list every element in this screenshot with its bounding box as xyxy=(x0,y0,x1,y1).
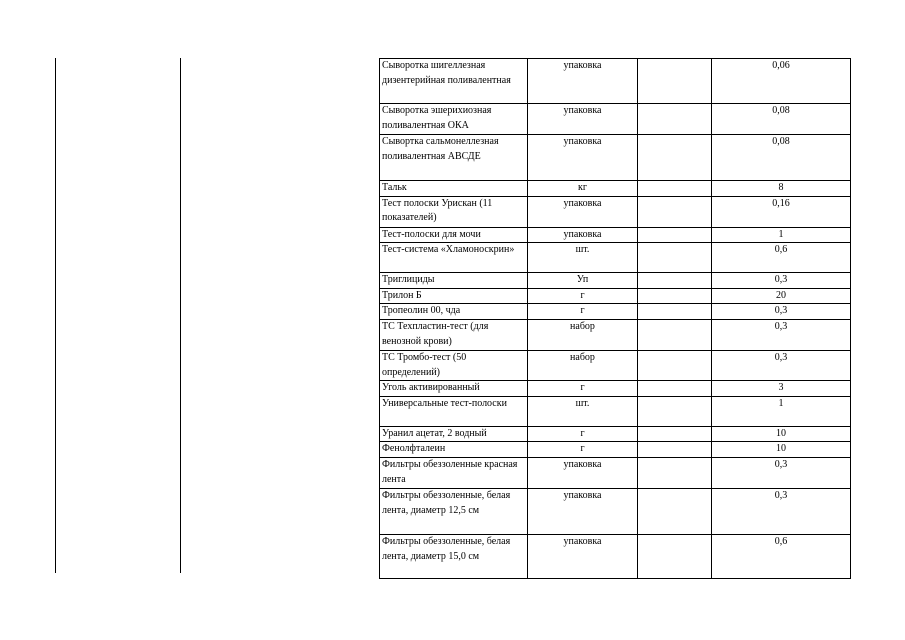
item-name-cell: Уранил ацетат, 2 водный xyxy=(380,426,528,442)
item-name-cell: Сывортка сальмонеллезная поливалентная АВСДЕ xyxy=(380,135,528,181)
quantity-cell: 0,06 xyxy=(712,59,851,104)
quantity-cell: 0,3 xyxy=(712,457,851,488)
quantity-cell: 10 xyxy=(712,442,851,458)
item-name-cell: ТС Техпластин-тест (для венозной крови) xyxy=(380,319,528,350)
quantity-cell: 20 xyxy=(712,288,851,304)
quantity-cell: 0,6 xyxy=(712,243,851,273)
table-row xyxy=(380,304,851,320)
quantity-cell: 1 xyxy=(712,227,851,243)
table-row xyxy=(380,381,851,397)
empty-cell xyxy=(638,181,712,197)
table-row xyxy=(380,59,851,104)
quantity-cell: 0,3 xyxy=(712,273,851,289)
unit-cell: упаковка xyxy=(528,104,638,135)
quantity-cell: 10 xyxy=(712,426,851,442)
item-name-cell: Уголь активированный xyxy=(380,381,528,397)
quantity-cell: 0,3 xyxy=(712,350,851,380)
unit-cell: упаковка xyxy=(528,227,638,243)
table-row xyxy=(380,196,851,227)
unit-cell: г xyxy=(528,426,638,442)
quantity-cell: 8 xyxy=(712,181,851,197)
empty-cell xyxy=(638,59,712,104)
item-name-cell: Фильтры обеззоленные, белая лента, диаметр 12,5 см xyxy=(380,488,528,534)
empty-cell xyxy=(638,135,712,181)
table-row xyxy=(380,396,851,426)
quantity-cell: 0,6 xyxy=(712,534,851,578)
empty-cell xyxy=(638,227,712,243)
empty-cell xyxy=(638,534,712,578)
empty-cell xyxy=(638,288,712,304)
unit-cell: упаковка xyxy=(528,135,638,181)
item-name-cell: Фенолфталеин xyxy=(380,442,528,458)
item-name-cell: Тест полоски Урискан (11 показателей) xyxy=(380,196,528,227)
unit-cell: г xyxy=(528,304,638,320)
quantity-cell: 0,08 xyxy=(712,135,851,181)
empty-cell xyxy=(638,442,712,458)
empty-cell xyxy=(638,426,712,442)
item-name-cell: ТС Тромбо-тест (50 определений) xyxy=(380,350,528,380)
quantity-cell: 0,3 xyxy=(712,319,851,350)
unit-cell: г xyxy=(528,381,638,397)
unit-cell: шт. xyxy=(528,243,638,273)
quantity-cell: 1 xyxy=(712,396,851,426)
empty-cell xyxy=(638,304,712,320)
unit-cell: кг xyxy=(528,181,638,197)
table-row xyxy=(380,426,851,442)
table-row xyxy=(380,243,851,273)
table-row xyxy=(380,135,851,181)
left-margin-rule xyxy=(55,58,56,573)
unit-cell: Уп xyxy=(528,273,638,289)
item-name-cell: Тест-полоски для мочи xyxy=(380,227,528,243)
empty-cell xyxy=(638,273,712,289)
item-name-cell: Фильтры обеззоленные красная лента xyxy=(380,457,528,488)
empty-cell xyxy=(638,243,712,273)
unit-cell: упаковка xyxy=(528,457,638,488)
item-name-cell: Трилон Б xyxy=(380,288,528,304)
item-name-cell: Тальк xyxy=(380,181,528,197)
unit-cell: набор xyxy=(528,350,638,380)
item-name-cell: Универсальные тест-полоски xyxy=(380,396,528,426)
unit-cell: шт. xyxy=(528,396,638,426)
table-row xyxy=(380,534,851,578)
table-row xyxy=(380,488,851,534)
table-row xyxy=(380,104,851,135)
table-row xyxy=(380,350,851,380)
item-name-cell: Сыворотка шигеллезная дизентерийная поливалентная xyxy=(380,59,528,104)
table-row xyxy=(380,288,851,304)
left-column-rule xyxy=(180,58,181,573)
reagents-table xyxy=(379,58,851,579)
table-row xyxy=(380,273,851,289)
empty-cell xyxy=(638,396,712,426)
quantity-cell: 0,3 xyxy=(712,488,851,534)
item-name-cell: Триглициды xyxy=(380,273,528,289)
table-row xyxy=(380,457,851,488)
table-row xyxy=(380,442,851,458)
empty-cell xyxy=(638,457,712,488)
quantity-cell: 0,16 xyxy=(712,196,851,227)
unit-cell: г xyxy=(528,288,638,304)
unit-cell: упаковка xyxy=(528,196,638,227)
empty-cell xyxy=(638,104,712,135)
empty-cell xyxy=(638,319,712,350)
table-row xyxy=(380,227,851,243)
quantity-cell: 0,3 xyxy=(712,304,851,320)
unit-cell: упаковка xyxy=(528,534,638,578)
item-name-cell: Сыворотка эшерихиозная поливалентная ОКА xyxy=(380,104,528,135)
table-row xyxy=(380,181,851,197)
unit-cell: г xyxy=(528,442,638,458)
table-body xyxy=(380,59,851,579)
unit-cell: набор xyxy=(528,319,638,350)
empty-cell xyxy=(638,196,712,227)
item-name-cell: Тропеолин 00, чда xyxy=(380,304,528,320)
quantity-cell: 0,08 xyxy=(712,104,851,135)
item-name-cell: Фильтры обеззоленные, белая лента, диаметр 15,0 см xyxy=(380,534,528,578)
empty-cell xyxy=(638,488,712,534)
quantity-cell: 3 xyxy=(712,381,851,397)
item-name-cell: Тест-система «Хламоноскрин» xyxy=(380,243,528,273)
empty-cell xyxy=(638,381,712,397)
empty-cell xyxy=(638,350,712,380)
unit-cell: упаковка xyxy=(528,59,638,104)
table-row xyxy=(380,319,851,350)
unit-cell: упаковка xyxy=(528,488,638,534)
